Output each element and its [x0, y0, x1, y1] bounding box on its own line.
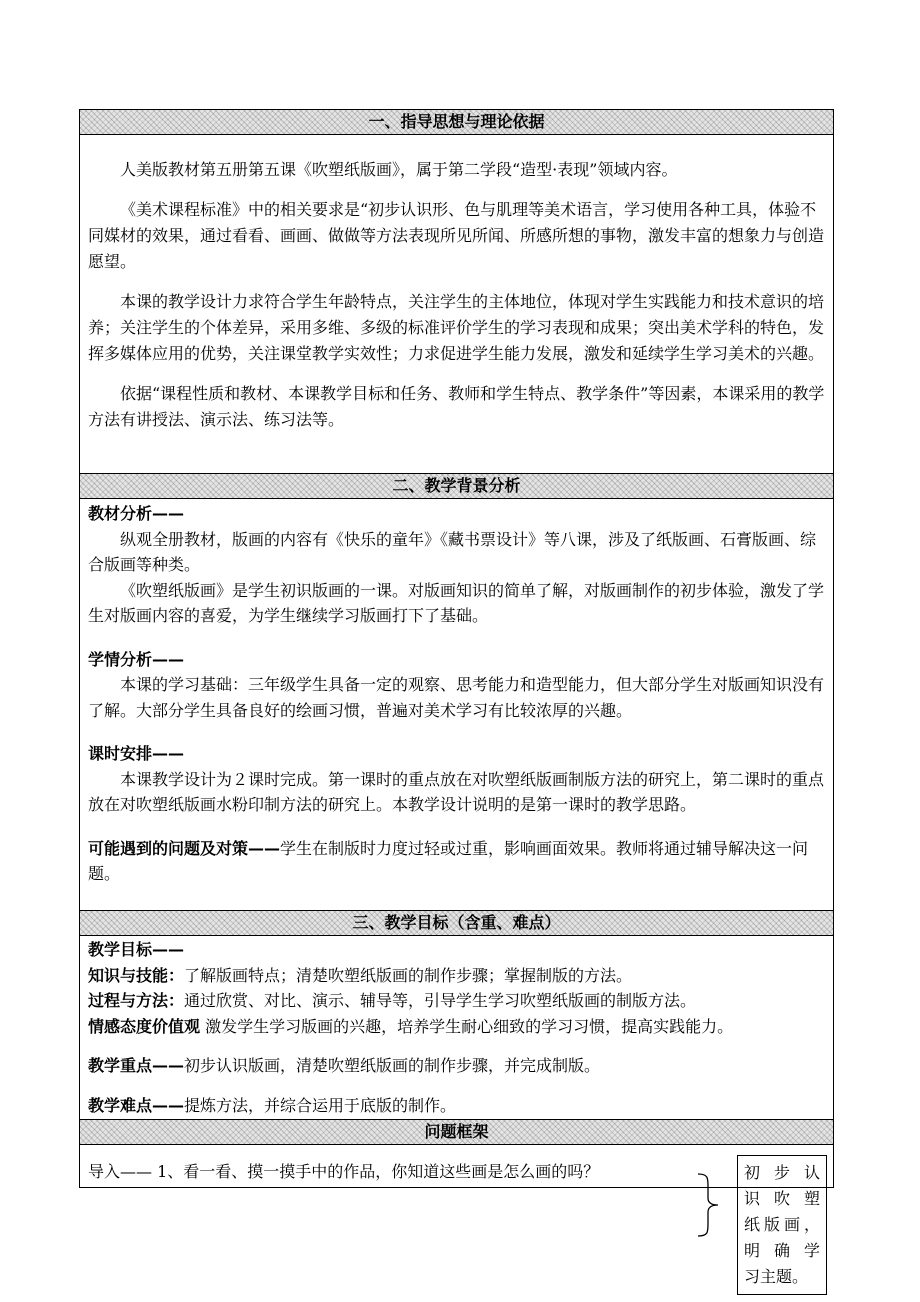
intro-goal-line: 识吹塑 [744, 1189, 820, 1208]
section2-body [80, 499, 833, 910]
intro-goal-line: 初步认 [744, 1163, 820, 1182]
section1-paragraph: 本课的教学设计力求符合学生年龄特点，关注学生的主体地位，体现对学生实践能力和技术意识的培养；关注学生的个体差异，采用多维、多级的标准评价学生的学习表现和成果；突出美术学科的特色，发挥多媒体应用的优势，关注课堂教学实效性；力求促进学生能力发展，激发和延续学生学习美术的兴趣。 [88, 292, 825, 363]
difficulty-label: 教学难点—— [88, 1095, 185, 1115]
section2-header: 二、教学背景分析 [80, 473, 833, 499]
schedule-text: 本课教学设计为２课时完成。第一课时的重点放在对吹塑纸版画制版方法的研究上，第二课时的重点放在对吹塑纸版画水粉印制方法的研究上。本教学设计说明的是第一课时的教学思路。 [88, 769, 825, 814]
student-analysis-label: 学情分析—— [88, 649, 185, 669]
student-analysis-text: 本课的学习基础：三年级学生具备一定的观察、思考能力和造型能力，但大部分学生对版画知识没有了解。大部分学生具备良好的绘画习惯，普遍对美术学习有比较浓厚的兴趣。 [88, 675, 825, 720]
lesson-plan-table [79, 109, 834, 1188]
intro-goal-box [737, 1155, 827, 1295]
material-analysis-text: 纵观全册教材，版画的内容有《快乐的童年》《藏书票设计》等八课，涉及了纸版画、石膏版画、综合版画等种类。 [88, 529, 817, 574]
problem-label: 可能遇到的问题及对策—— [88, 838, 281, 858]
emotion-line [88, 1014, 827, 1040]
knowledge-line [88, 963, 827, 989]
process-text: 通过欣赏、对比、演示、辅导等，引导学生学习吹塑纸版画的制版方法。 [184, 991, 697, 1010]
intro-question: 导入—— 1、看一看、摸一摸手中的作品，你知道这些画是怎么画的吗？ [88, 1162, 600, 1181]
material-analysis-text: 《吹塑纸版画》是学生初识版画的一课。对版画知识的简单了解，对版画制作的初步体验，激发了学生对版画内容的喜爱，为学生继续学习版画打下了基础。 [88, 580, 825, 625]
intro-goal-line: 纸版画， [744, 1215, 820, 1234]
section4-header: 问题框架 [80, 1119, 833, 1145]
difficulty-line [88, 1093, 827, 1119]
section1-body [80, 135, 833, 473]
emotion-text: 激发学生学习版画的兴趣，培养学生耐心细致的学习习惯，提高实践能力。 [200, 1016, 734, 1036]
key-point-label: 教学重点—— [88, 1056, 185, 1075]
section3-header: 三、教学目标（含重、难点） [80, 910, 833, 936]
knowledge-text: 了解版画特点；清楚吹塑纸版画的制作步骤；掌握制版的方法。 [184, 965, 633, 985]
curly-brace-icon [694, 1172, 722, 1238]
process-line [88, 988, 827, 1014]
intro-goal-line: 明确学 [744, 1241, 820, 1260]
key-point-line [88, 1053, 827, 1079]
section1-header: 一、指导思想与理论依据 [80, 110, 833, 135]
intro-goal-line: 习主题。 [744, 1267, 809, 1286]
emotion-label: 情感态度价值观 [88, 1016, 201, 1036]
section1-paragraph: 人美版教材第五册第五课《吹塑纸版画》，属于第二学段“造型·表现”领域内容。 [120, 160, 678, 179]
section1-paragraph: 依据“课程性质和教材、本课教学目标和任务、教师和学生特点、教学条件”等因素，本课采用的教学方法有讲授法、演示法、练习法等。 [88, 384, 825, 429]
key-point-text: 初步认识版画，清楚吹塑纸版画的制作步骤，并完成制版。 [184, 1056, 601, 1075]
schedule-label: 课时安排—— [88, 744, 185, 763]
problem-paragraph [88, 836, 827, 887]
process-label: 过程与方法： [88, 991, 185, 1010]
teaching-goal-label: 教学目标—— [88, 940, 185, 959]
section3-body [80, 936, 833, 1119]
knowledge-label: 知识与技能： [88, 965, 185, 985]
difficulty-text: 提炼方法，并综合运用于底版的制作。 [184, 1095, 457, 1115]
section1-paragraph: 《美术课程标准》中的相关要求是“初步认识形、色与肌理等美术语言，学习使用各种工具，体验不同媒材的效果，通过看看、画画、做做等方法表现所见所闻、所感所想的事物，激发丰富的想象力与创造愿望。 [88, 200, 825, 271]
problem-text: 学生在制版时力度过轻或过重，影响画面效果。教师将通过辅导解决这一问题。 [88, 838, 809, 883]
material-analysis-label: 教材分析—— [88, 504, 185, 523]
